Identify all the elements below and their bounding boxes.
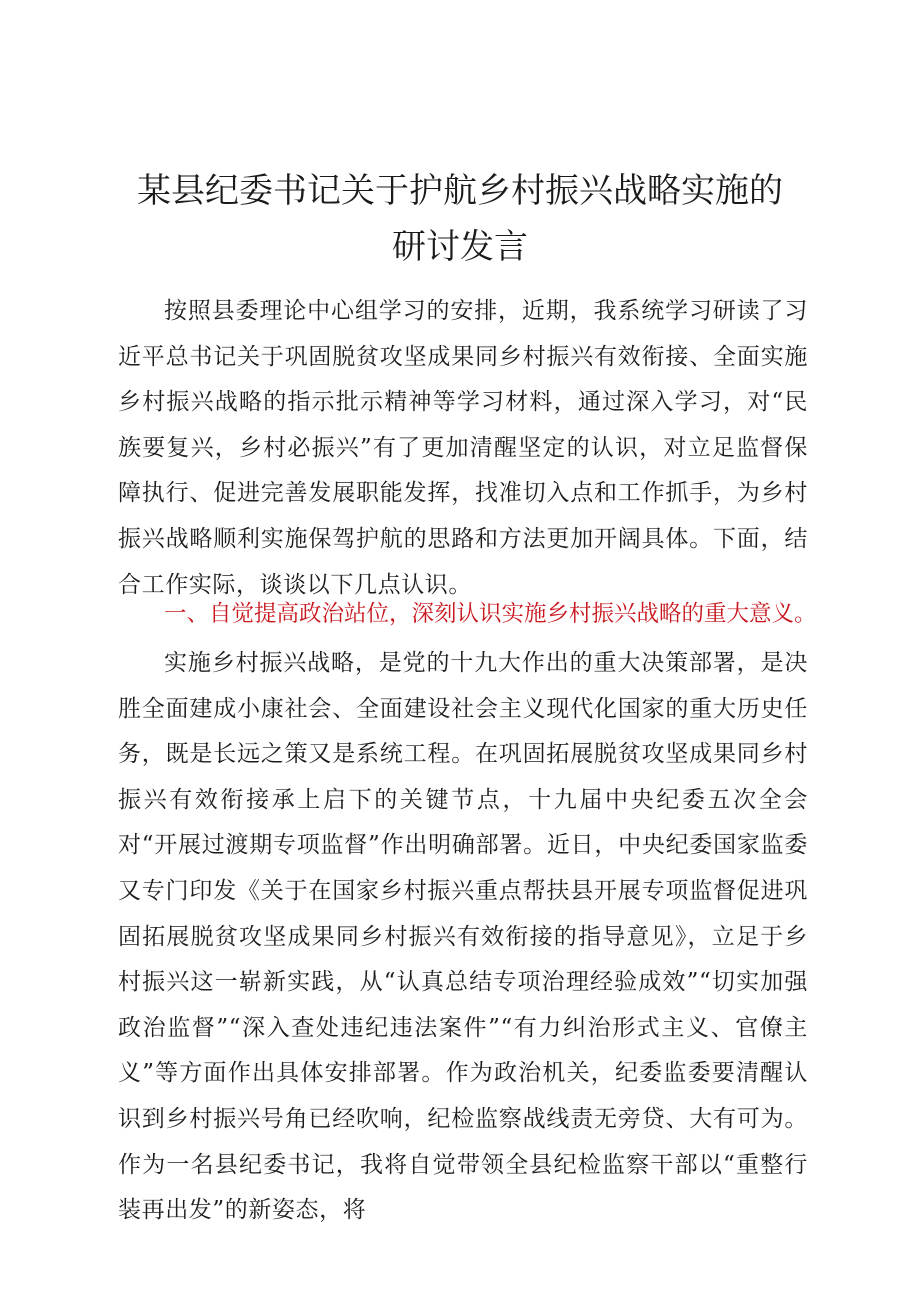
intro-paragraph: 按照县委理论中心组学习的安排，近期，我系统学习研读了习近平总书记关于巩固脱贫攻坚成果同乡村振兴有效衔接、全面实施乡村振兴战略的指示批示精神等学习材料，通过深入学习，对“民族要复兴，乡村必振兴”有了更加清醒坚定的认识，对立足监督保障执行、促进完善发展职能发挥，找准切入点和工作抓手，为乡村振兴战略顺利实施保驾护航的思路和方法更加开阔具体。下面，结合工作实际，谈谈以下几点认识。 <box>118 298 808 598</box>
section-1-paragraph: 实施乡村振兴战略，是党的十九大作出的重大决策部署，是决胜全面建成小康社会、全面建设社会主义现代化国家的重大历史任务，既是长远之策又是系统工程。在巩固拓展脱贫攻坚成果同乡村振兴有效衔接承上启下的关键节点，十九届中央纪委五次全会对“开展过渡期专项监督”作出明确部署。近日，中央纪委国家监委又专门印发《关于在国家乡村振兴重点帮扶县开展专项监督促进巩固拓展脱贫攻坚成果同乡村振兴有效衔接的指导意见》，立足于乡村振兴这一崭新实践，从“认真总结专项治理经验成效”“切实加强政治监督”“深入查处违纪违法案件”“有力纠治形式主义、官僚主义”等方面作出具体安排部署。作为政治机关，纪委监委要清醒认识到乡村振兴号角已经吹响，纪检监察战线责无旁贷、大有可为。作为一名县纪委书记，我将自觉带领全县纪检监察干部以“重整行装再出发”的新姿态，将 <box>118 650 808 1224</box>
document-title-line-1: 某县纪委书记关于护航乡村振兴战略实施的 <box>137 171 783 211</box>
section-heading-1: 一、自觉提高政治站位，深刻认识实施乡村振兴战略的重大意义。 <box>164 601 817 627</box>
document-title-line-2: 研讨发言 <box>392 227 528 267</box>
